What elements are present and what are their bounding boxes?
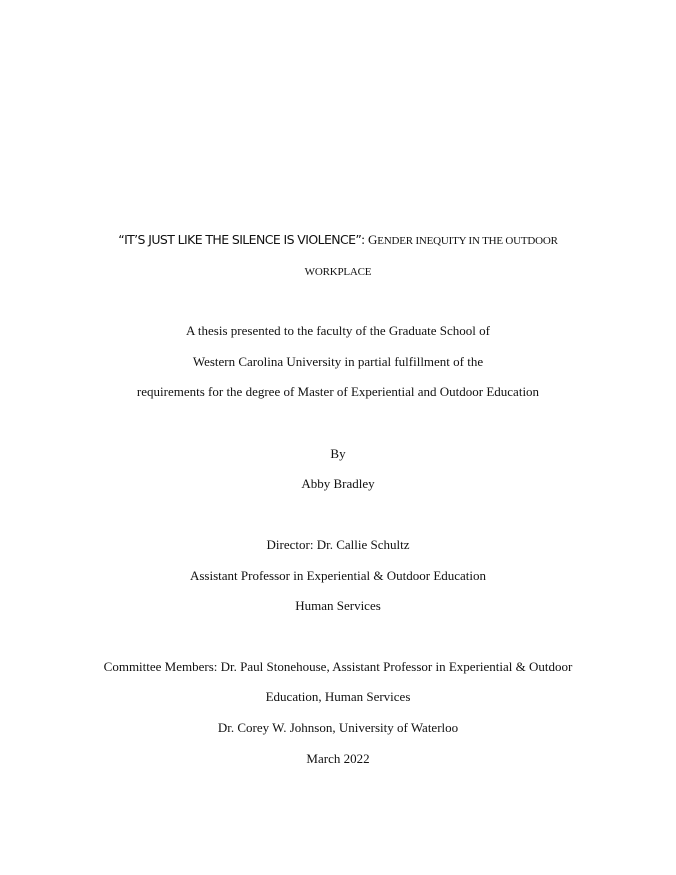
committee-line-2: Education, Human Services: [265, 689, 411, 704]
thesis-title-line-2-text: [305, 263, 372, 278]
director-title: Assistant Professor in Experiential & Outdoor Education: [189, 568, 487, 583]
thesis-title-subtitle-rest: ENDER INEQUITY IN THE OUTDOOR: [377, 235, 558, 247]
presentation-line-1: A thesis presented to the faculty of the Graduate School of: [186, 323, 490, 338]
presentation-line-2: Western Carolina University in partial fulfillment of the: [192, 354, 484, 369]
submission-date: March 2022: [306, 751, 370, 766]
committee-line-1: Committee Members: Dr. Paul Stonehouse, Assistant Professor in Experiential & Outdoor: [103, 659, 573, 674]
director-name: Director: Dr. Callie Schultz: [266, 537, 410, 552]
thesis-title-separator: :: [361, 232, 369, 247]
committee-line-3: Dr. Corey W. Johnson, University of Waterloo: [217, 720, 459, 735]
director-department: Human Services: [295, 598, 381, 613]
author-name: Abby Bradley: [301, 476, 375, 491]
thesis-title-subtitle: [368, 232, 558, 247]
thesis-title-workplace: WORKPLACE: [304, 266, 372, 278]
presentation-line-3: requirements for the degree of Master of Experiential and Outdoor Education: [136, 384, 540, 399]
thesis-title-subtitle-initial: G: [368, 232, 378, 247]
thesis-title-quote: “IT’S JUST LIKE THE SILENCE IS VIOLENCE”: [118, 232, 362, 247]
thesis-title-line-1: [0, 232, 676, 249]
thesis-title-line-2: [0, 263, 676, 280]
by-label: By: [330, 446, 346, 461]
